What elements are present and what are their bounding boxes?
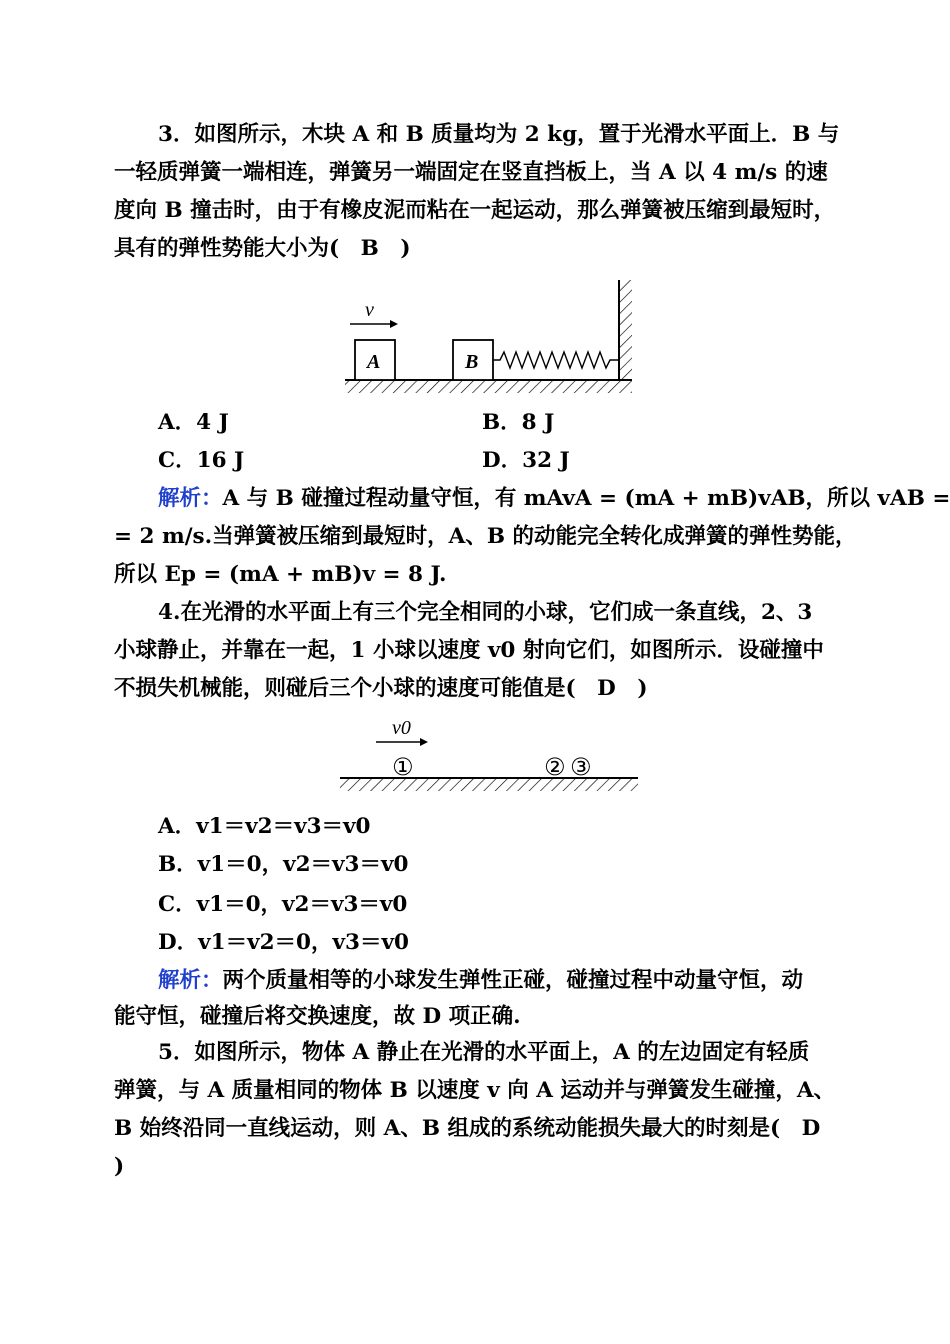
q5-line-4: ) bbox=[114, 1154, 125, 1179]
q3-option-c: C．16 J bbox=[158, 448, 245, 473]
q3-option-d: D．32 J bbox=[482, 448, 570, 473]
arrow-head-icon bbox=[420, 738, 428, 746]
q4-figure-balls bbox=[336, 712, 644, 798]
q4-line-1: 4.在光滑的水平面上有三个完全相同的小球，它们成一条直线，2、3 bbox=[158, 600, 813, 625]
ground-hatch bbox=[340, 779, 638, 791]
q4-analysis-line-2: 能守恒，碰撞后将交换速度，故 D 项正确. bbox=[114, 1004, 521, 1029]
q3-line-1: 3．如图所示，木块 A 和 B 质量均为 2 kg，置于光滑水平面上．B 与 bbox=[158, 122, 840, 147]
q4-option-b: B．v1＝0，v2＝v3＝v0 bbox=[158, 852, 409, 877]
q3-analysis-line-3: 所以 Ep = (mA + mB)v = 8 J. bbox=[114, 562, 447, 587]
ball-1: ① bbox=[392, 753, 414, 781]
ball-3: ③ bbox=[570, 753, 592, 781]
q4-line-2: 小球静止，并靠在一起，1 小球以速度 v0 射向它们，如图所示．设碰撞中 bbox=[114, 638, 824, 663]
q4-option-a: A．v1＝v2＝v3＝v0 bbox=[158, 814, 371, 839]
q3-analysis-line-1 bbox=[158, 484, 950, 514]
ball-2: ② bbox=[544, 753, 566, 781]
q4-line-3: 不损失机械能，则碰后三个小球的速度可能值是( D ) bbox=[114, 676, 648, 701]
arrow-head-icon bbox=[390, 320, 398, 328]
q4-analysis-line-1 bbox=[158, 966, 888, 996]
q3-analysis-line-2: = 2 m/s.当弹簧被压缩到最短时，A、B 的动能完全转化成弹簧的弹性势能， bbox=[114, 524, 857, 549]
q3-line-4: 具有的弹性势能大小为( B ) bbox=[114, 236, 411, 261]
q4-option-d: D．v1＝v2＝0，v3＝v0 bbox=[158, 930, 409, 955]
q3-option-a: A．4 J bbox=[158, 410, 229, 435]
q4-option-c: C．v1＝0，v2＝v3＝v0 bbox=[158, 892, 408, 917]
q5-line-3: B 始终沿同一直线运动，则 A、B 组成的系统动能损失最大的时刻是( D bbox=[114, 1116, 821, 1141]
q3-line-2: 一轻质弹簧一端相连，弹簧另一端固定在竖直挡板上，当 A 以 4 m/s 的速 bbox=[114, 160, 828, 185]
q3-analysis-label: 解析： bbox=[158, 486, 223, 511]
v-label: v bbox=[365, 299, 374, 321]
q3-line-3: 度向 B 撞击时，由于有橡皮泥而粘在一起运动，那么弹簧被压缩到最短时， bbox=[114, 198, 836, 223]
block-b-label: B bbox=[465, 351, 479, 373]
spring bbox=[493, 352, 619, 368]
q4-analysis-label: 解析： bbox=[158, 968, 223, 993]
q5-line-2: 弹簧，与 A 质量相同的物体 B 以速度 v 向 A 运动并与弹簧发生碰撞，A、 bbox=[114, 1078, 836, 1103]
ground-hatch bbox=[345, 381, 632, 393]
q3-figure-blocks-spring bbox=[340, 276, 640, 396]
q3-option-b: B．8 J bbox=[482, 410, 555, 435]
q4-analysis-text-1: 两个质量相等的小球发生弹性正碰，碰撞过程中动量守恒，动 bbox=[222, 968, 804, 993]
v0-label: v0 bbox=[392, 717, 411, 739]
q5-line-1: 5．如图所示，物体 A 静止在光滑的水平面上，A 的左边固定有轻质 bbox=[158, 1040, 810, 1065]
block-a-label: A bbox=[367, 351, 381, 373]
q3-analysis-text-1: A 与 B 碰撞过程动量守恒，有 mAvA = (mA + mB)vAB，所以 vAB = bbox=[222, 486, 950, 511]
wall-hatch bbox=[620, 280, 632, 380]
